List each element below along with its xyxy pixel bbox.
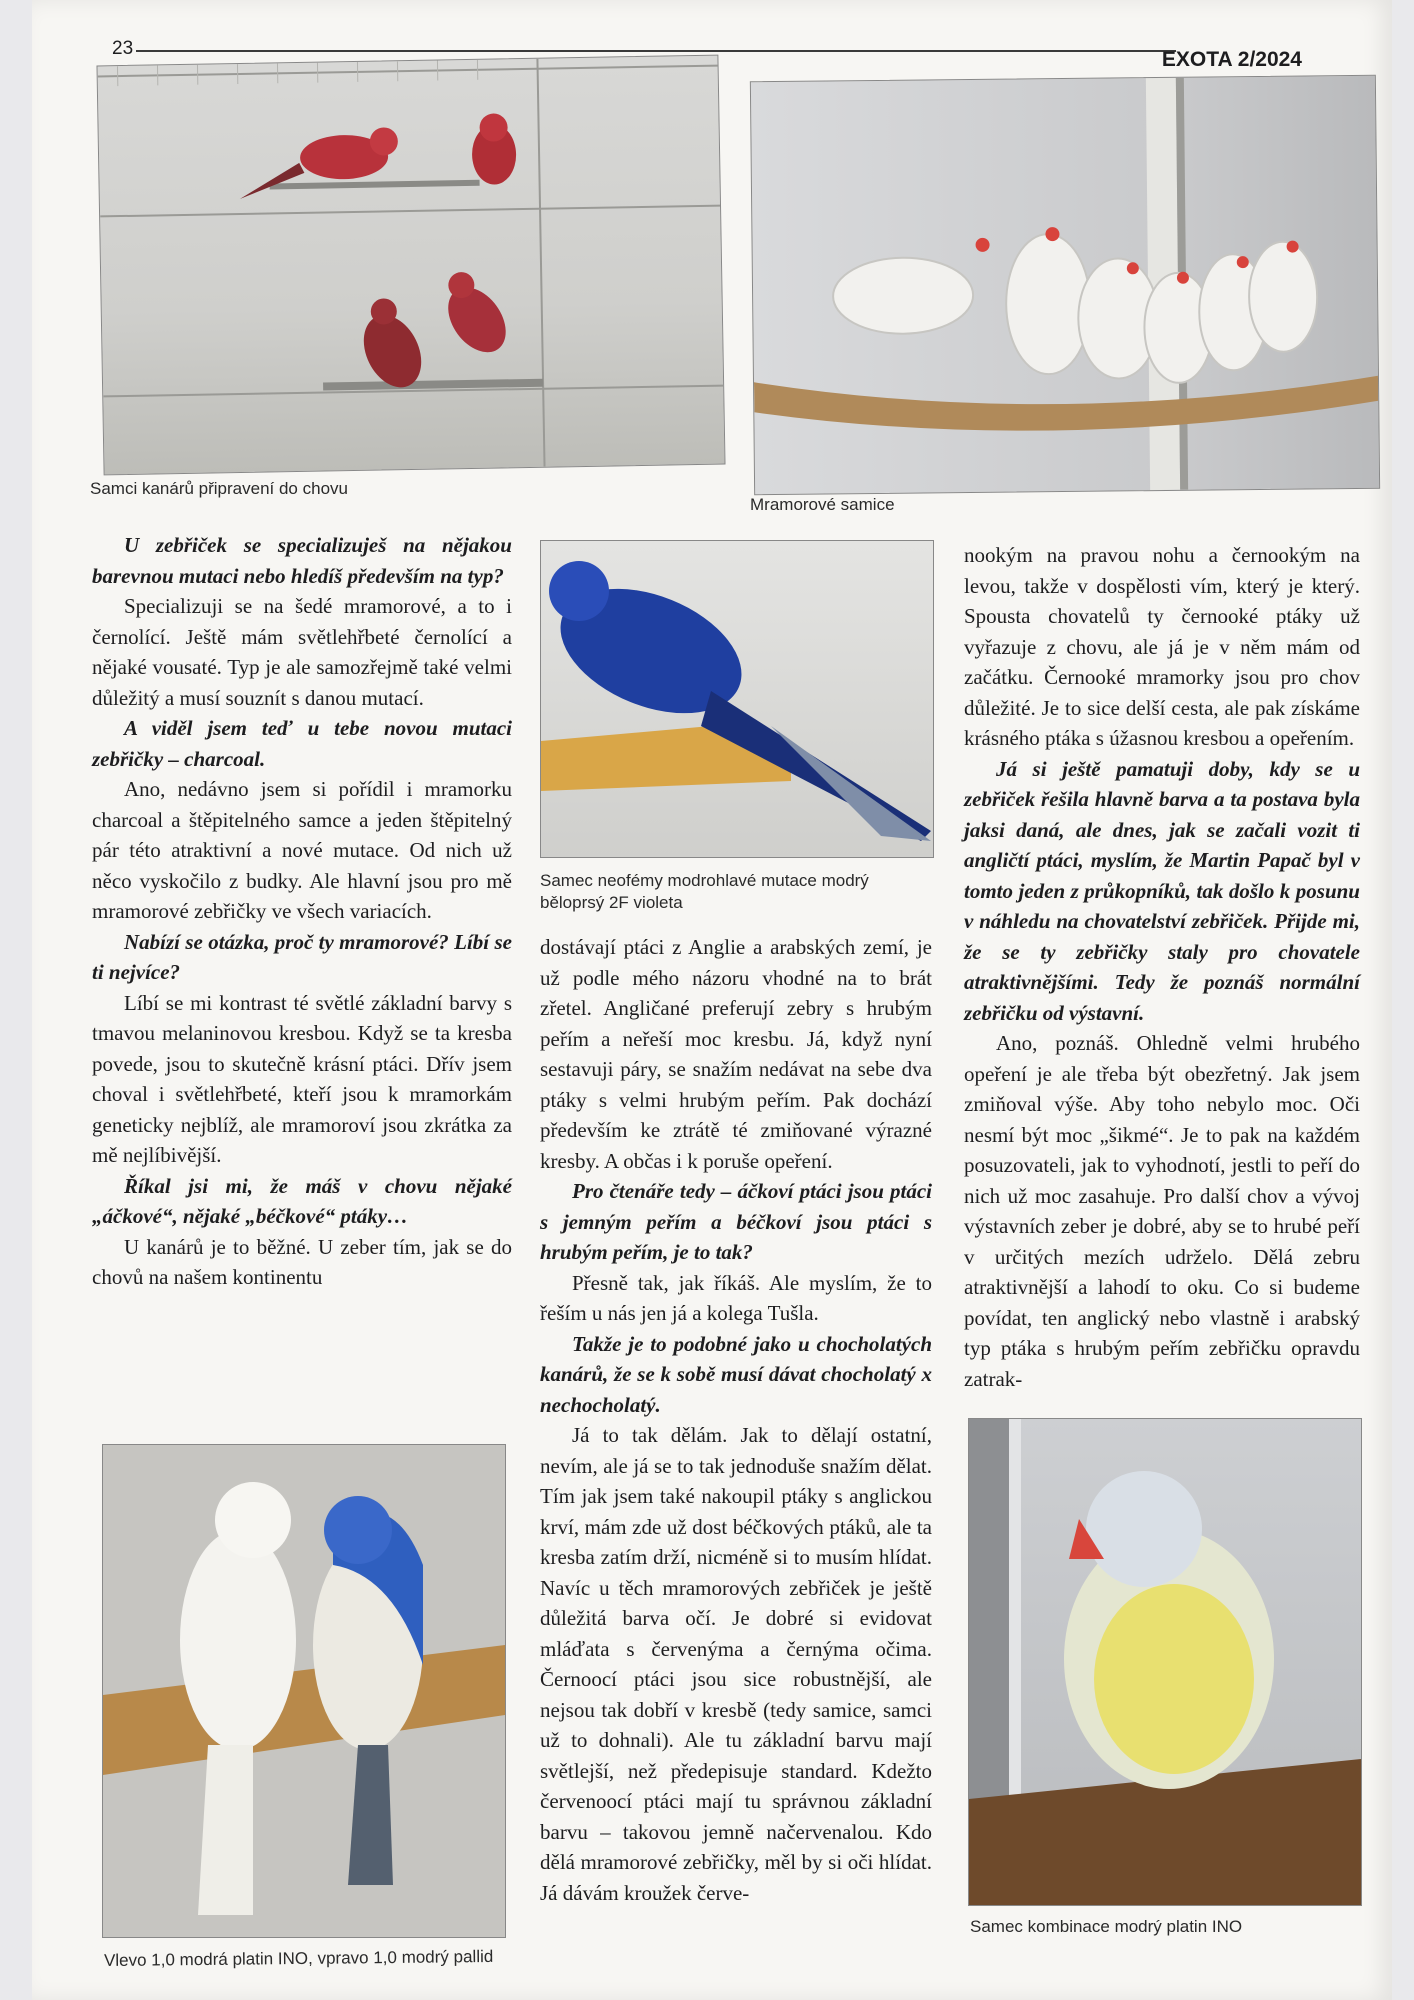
caption-zebra-females: Mramorové samice	[750, 495, 895, 514]
col1-paragraph: A viděl jsem teď u tebe novou mutaci zebřičky – charcoal.	[92, 716, 512, 771]
col3-paragraph: nookým na pravou nohu a černookým na levou, takže v dospělosti vím, který je který. Spousta chovatelů ty černooké ptáky už vyřazuje z chovu, ale já je v něm mám od začátku. Černooké mramorky jsou pro chov důležité. Je to sice delší cesta, ale pak získáme krásného ptáka s úžasnou kresbou a opeřením.	[964, 543, 1360, 750]
col2-paragraph: Pro čtenáře tedy – áčkoví ptáci jsou ptáci s jemným peřím a béčkoví jsou ptáci s hrubým peřím, je to tak?	[540, 1179, 932, 1264]
zebra-females-illustration	[751, 76, 1379, 495]
magazine-page	[32, 0, 1392, 2000]
caption-bourke-pair: Vlevo 1,0 modrá platin INO, vpravo 1,0 modrý pallid	[103, 1946, 494, 1971]
col1-paragraph: Ano, nedávno jsem si pořídil i mramorku charcoal a štěpitelného samce a jeden štěpitelný pár této atraktivní a nové mutace. Od nich už něco vyskočilo z budky. Ale hlavní jsou pro mě mramorové zebřičky ve všech variacích.	[92, 777, 512, 923]
col1-paragraph: U zebřiček se specializuješ na nějakou barevnou mutaci nebo hledíš především na typ?	[92, 533, 512, 588]
col1-paragraph: U kanárů je to běžné. U zeber tím, jak se do chovů na našem kontinentu	[92, 1234, 512, 1289]
bourke-pair-illustration	[103, 1445, 505, 1937]
col1-paragraph: Nabízí se otázka, proč ty mramorové? Líbí se ti nejvíce?	[92, 929, 512, 984]
bourke-single-illustration	[969, 1419, 1361, 1905]
photo-bourke-pair	[102, 1444, 506, 1938]
photo-zebra-females	[750, 75, 1380, 496]
neophema-illustration	[541, 541, 933, 857]
col2-paragraph: Přesně tak, jak říkáš. Ale myslím, že to řeším u nás jen já a kolega Tušla.	[540, 1270, 932, 1325]
canaries-illustration	[97, 56, 724, 475]
photo-neophema	[540, 540, 934, 858]
col1-paragraph: Líbí se mi kontrast té světlé základní barvy s tmavou melaninovou kresbou. Když se ta kresba povede, jsou to skutečně krásní ptáci. Dřív jsem choval i světlehřbeté, kteří jsou k mramorkám geneticky nejblíž, ale mramoroví jsou zkrátka za mě nejlíbivější.	[92, 990, 512, 1167]
journal-title: EXOTA 2/2024	[1161, 48, 1302, 71]
photo-bourke-single	[968, 1418, 1362, 1906]
text-column-3	[964, 540, 1360, 1394]
photo-canaries	[96, 55, 725, 476]
col1-paragraph: Říkal jsi mi, že máš v chovu nějaké „áčkové“, nějaké „béčkové“ ptáky…	[92, 1173, 512, 1228]
caption-canaries: Samci kanárů připravení do chovu	[90, 479, 348, 498]
page-number: 23	[112, 38, 134, 59]
header-rule	[136, 50, 1176, 52]
text-column-1	[92, 530, 512, 1293]
caption-neophema: Samec neofémy modrohlavé mutace modrý běloprsý 2F violeta	[540, 871, 869, 912]
col3-paragraph: Ano, poznáš. Ohledně velmi hrubého opeření je ale třeba být obezřetný. Jak jsem zmiňoval výše. Aby toho nebylo moc. Oči nesmí být moc „šikmé“. Je to pak na každém posuzovateli, jak to vyhodnotí, jestli to peří do nich už moc zasahuje. Pro další chov a vývoj výstavních zeber je dobré, aby se to hrubé peří v určitých mezích udrželo. Dělá zebru atraktivnější a lahodí to oku. Co si budeme povídat, ten anglický nebo vlastně i arabský typ ptáka s hrubým peřím zebřičku opravdu zatrak-	[964, 1031, 1360, 1391]
caption-bourke-single: Samec kombinace modrý platin INO	[970, 1917, 1243, 1936]
text-column-2	[540, 932, 932, 1908]
col1-paragraph: Specializuji se na šedé mramorové, a to i černolící. Ještě mám světlehřbeté černolící a nějaké vousaté. Typ je ale samozřejmě také velmi důležitý a musí souznít s danou mutací.	[92, 594, 512, 710]
col2-paragraph: Já to tak dělám. Jak to dělají ostatní, nevím, ale já se to tak jednoduše snažím dělat. Tím jak jsem také nakoupil ptáky s anglickou krví, mám zde už dost béčkových ptáků, ale ta kresba zatím drží, nicméně si to musím hlídat. Navíc u těch mramorových zebřiček je ještě důležitá barva očí. Je dobré si evidovat mláďata s červenýma a černýma očima. Černoocí ptáci jsou sice robustnější, ale nejsou tak dobří v kresbě (tedy samice, samci už to dohnali). Ale tu základní barvu mají světlejší, než předepisuje standard. Kdežto červenoocí ptáci mají tu správnou základní barvu – takovou jemně načervenalou. Kdo dělá mramorové zebřičky, měl by si oči hlídat. Já dávám kroužek červe-	[540, 1423, 932, 1905]
col3-paragraph: Já si ještě pamatuji doby, kdy se u zebřiček řešila hlavně barva a ta postava byla jaksi daná, ale dnes, jak se začali vozit ti angličtí ptáci, myslím, že Martin Papač byl v tomto jeden z průkopníků, tak došlo k posunu v náhledu na chovatelství zebřiček. Přijde mi, že se ty zebřičky staly pro chovatele atraktivnějšími. Tedy že poznáš normální zebřičku od výstavní.	[964, 756, 1360, 1025]
col2-paragraph: Takže je to podobné jako u chocholatých kanárů, že se k sobě musí dávat chocholatý x nechocholatý.	[540, 1331, 932, 1417]
col2-paragraph: dostávají ptáci z Anglie a arabských zemí, je už podle mého názoru vhodné na to brát zřetel. Angličané preferují zebry s hrubým peřím a neřeší moc kresbu. Já, když nyní sestavuji páry, se snažím nedávat na sebe dva ptáky s velmi hrubým peřím. Pak dochází především ke ztrátě té zmiňované výrazné kresby. A občas i k poruše opeření.	[540, 935, 932, 1173]
